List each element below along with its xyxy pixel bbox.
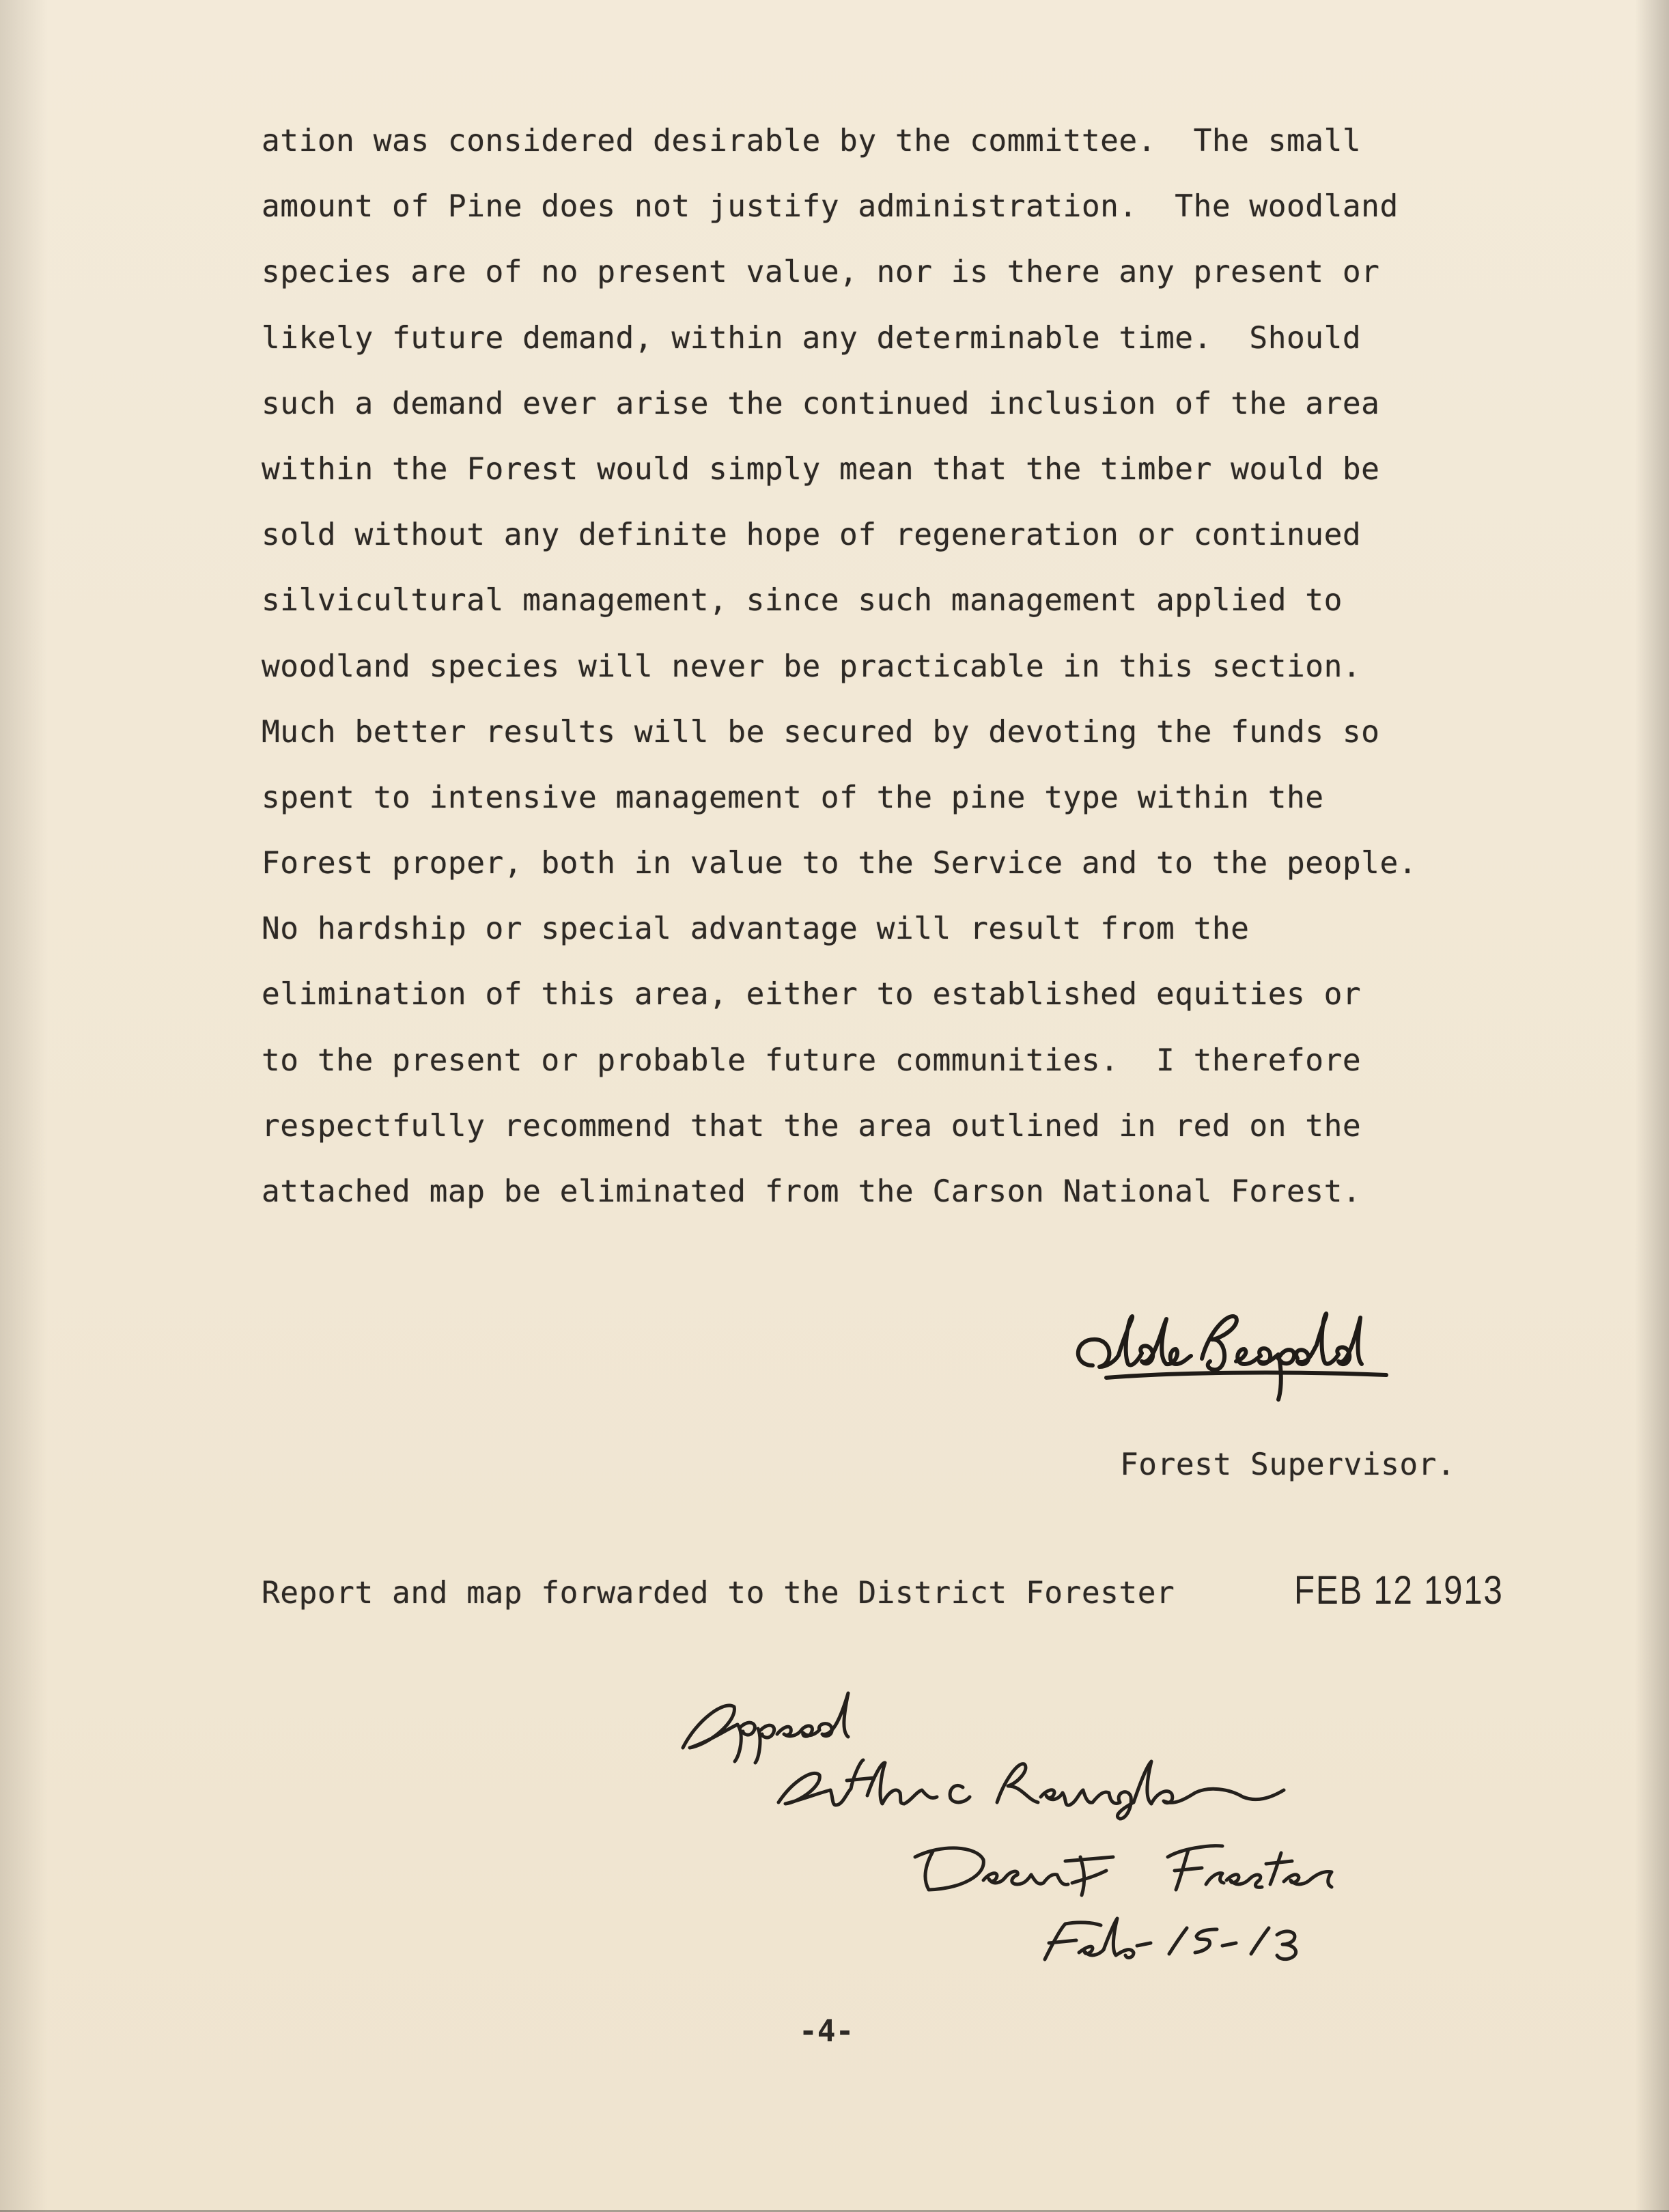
body-line: Much better results will be secured by devoting the funds so <box>262 714 1380 750</box>
body-line: Forest proper, both in value to the Service and to the people. <box>262 846 1418 881</box>
signature-title: Forest Supervisor. <box>1120 1447 1456 1482</box>
typed-body-text <box>262 123 1559 1239</box>
paper-left-edge-shadow <box>0 0 48 2212</box>
forwarding-note: Report and map forwarded to the District Forester <box>262 1576 1175 1611</box>
body-line: within the Forest would simply mean that the timber would be <box>262 451 1380 487</box>
body-line: amount of Pine does not justify administration. The woodland <box>262 189 1399 225</box>
body-line: likely future demand, within any determinable time. Should <box>262 320 1362 356</box>
body-line: spent to intensive management of the pine type within the <box>262 780 1324 815</box>
body-line: such a demand ever arise the continued inclusion of the area <box>262 386 1380 421</box>
signature-aldo-leopold <box>1065 1290 1448 1406</box>
body-line: respectfully recommend that the area outlined in red on the <box>262 1108 1362 1144</box>
handwritten-approver-title <box>901 1830 1407 1905</box>
page-number: -4- <box>799 2014 854 2049</box>
date-stamp: FEB 12 1913 <box>1294 1568 1504 1613</box>
body-line: woodland species will never be practicable in this section. <box>262 649 1362 684</box>
body-line: elimination of this area, either to established equities or <box>262 977 1362 1012</box>
body-line: ation was considered desirable by the committee. The small <box>262 124 1362 158</box>
body-line: species are of no present value, nor is there any present or <box>262 255 1380 290</box>
paper-bottom-edge <box>0 2197 1669 2212</box>
body-line: silvicultural management, since such management applied to <box>262 583 1343 619</box>
handwritten-approval-date <box>1024 1905 1325 1973</box>
body-line: No hardship or special advantage will result from the <box>262 911 1250 947</box>
body-line: attached map be eliminated from the Carson National Forest. <box>262 1174 1362 1209</box>
body-line: sold without any definite hope of regeneration or continued <box>262 517 1362 553</box>
handwritten-approver-name <box>765 1748 1311 1823</box>
paper-right-edge-shadow <box>1635 0 1669 2212</box>
body-line: to the present or probable future communities. I therefore <box>262 1043 1362 1078</box>
